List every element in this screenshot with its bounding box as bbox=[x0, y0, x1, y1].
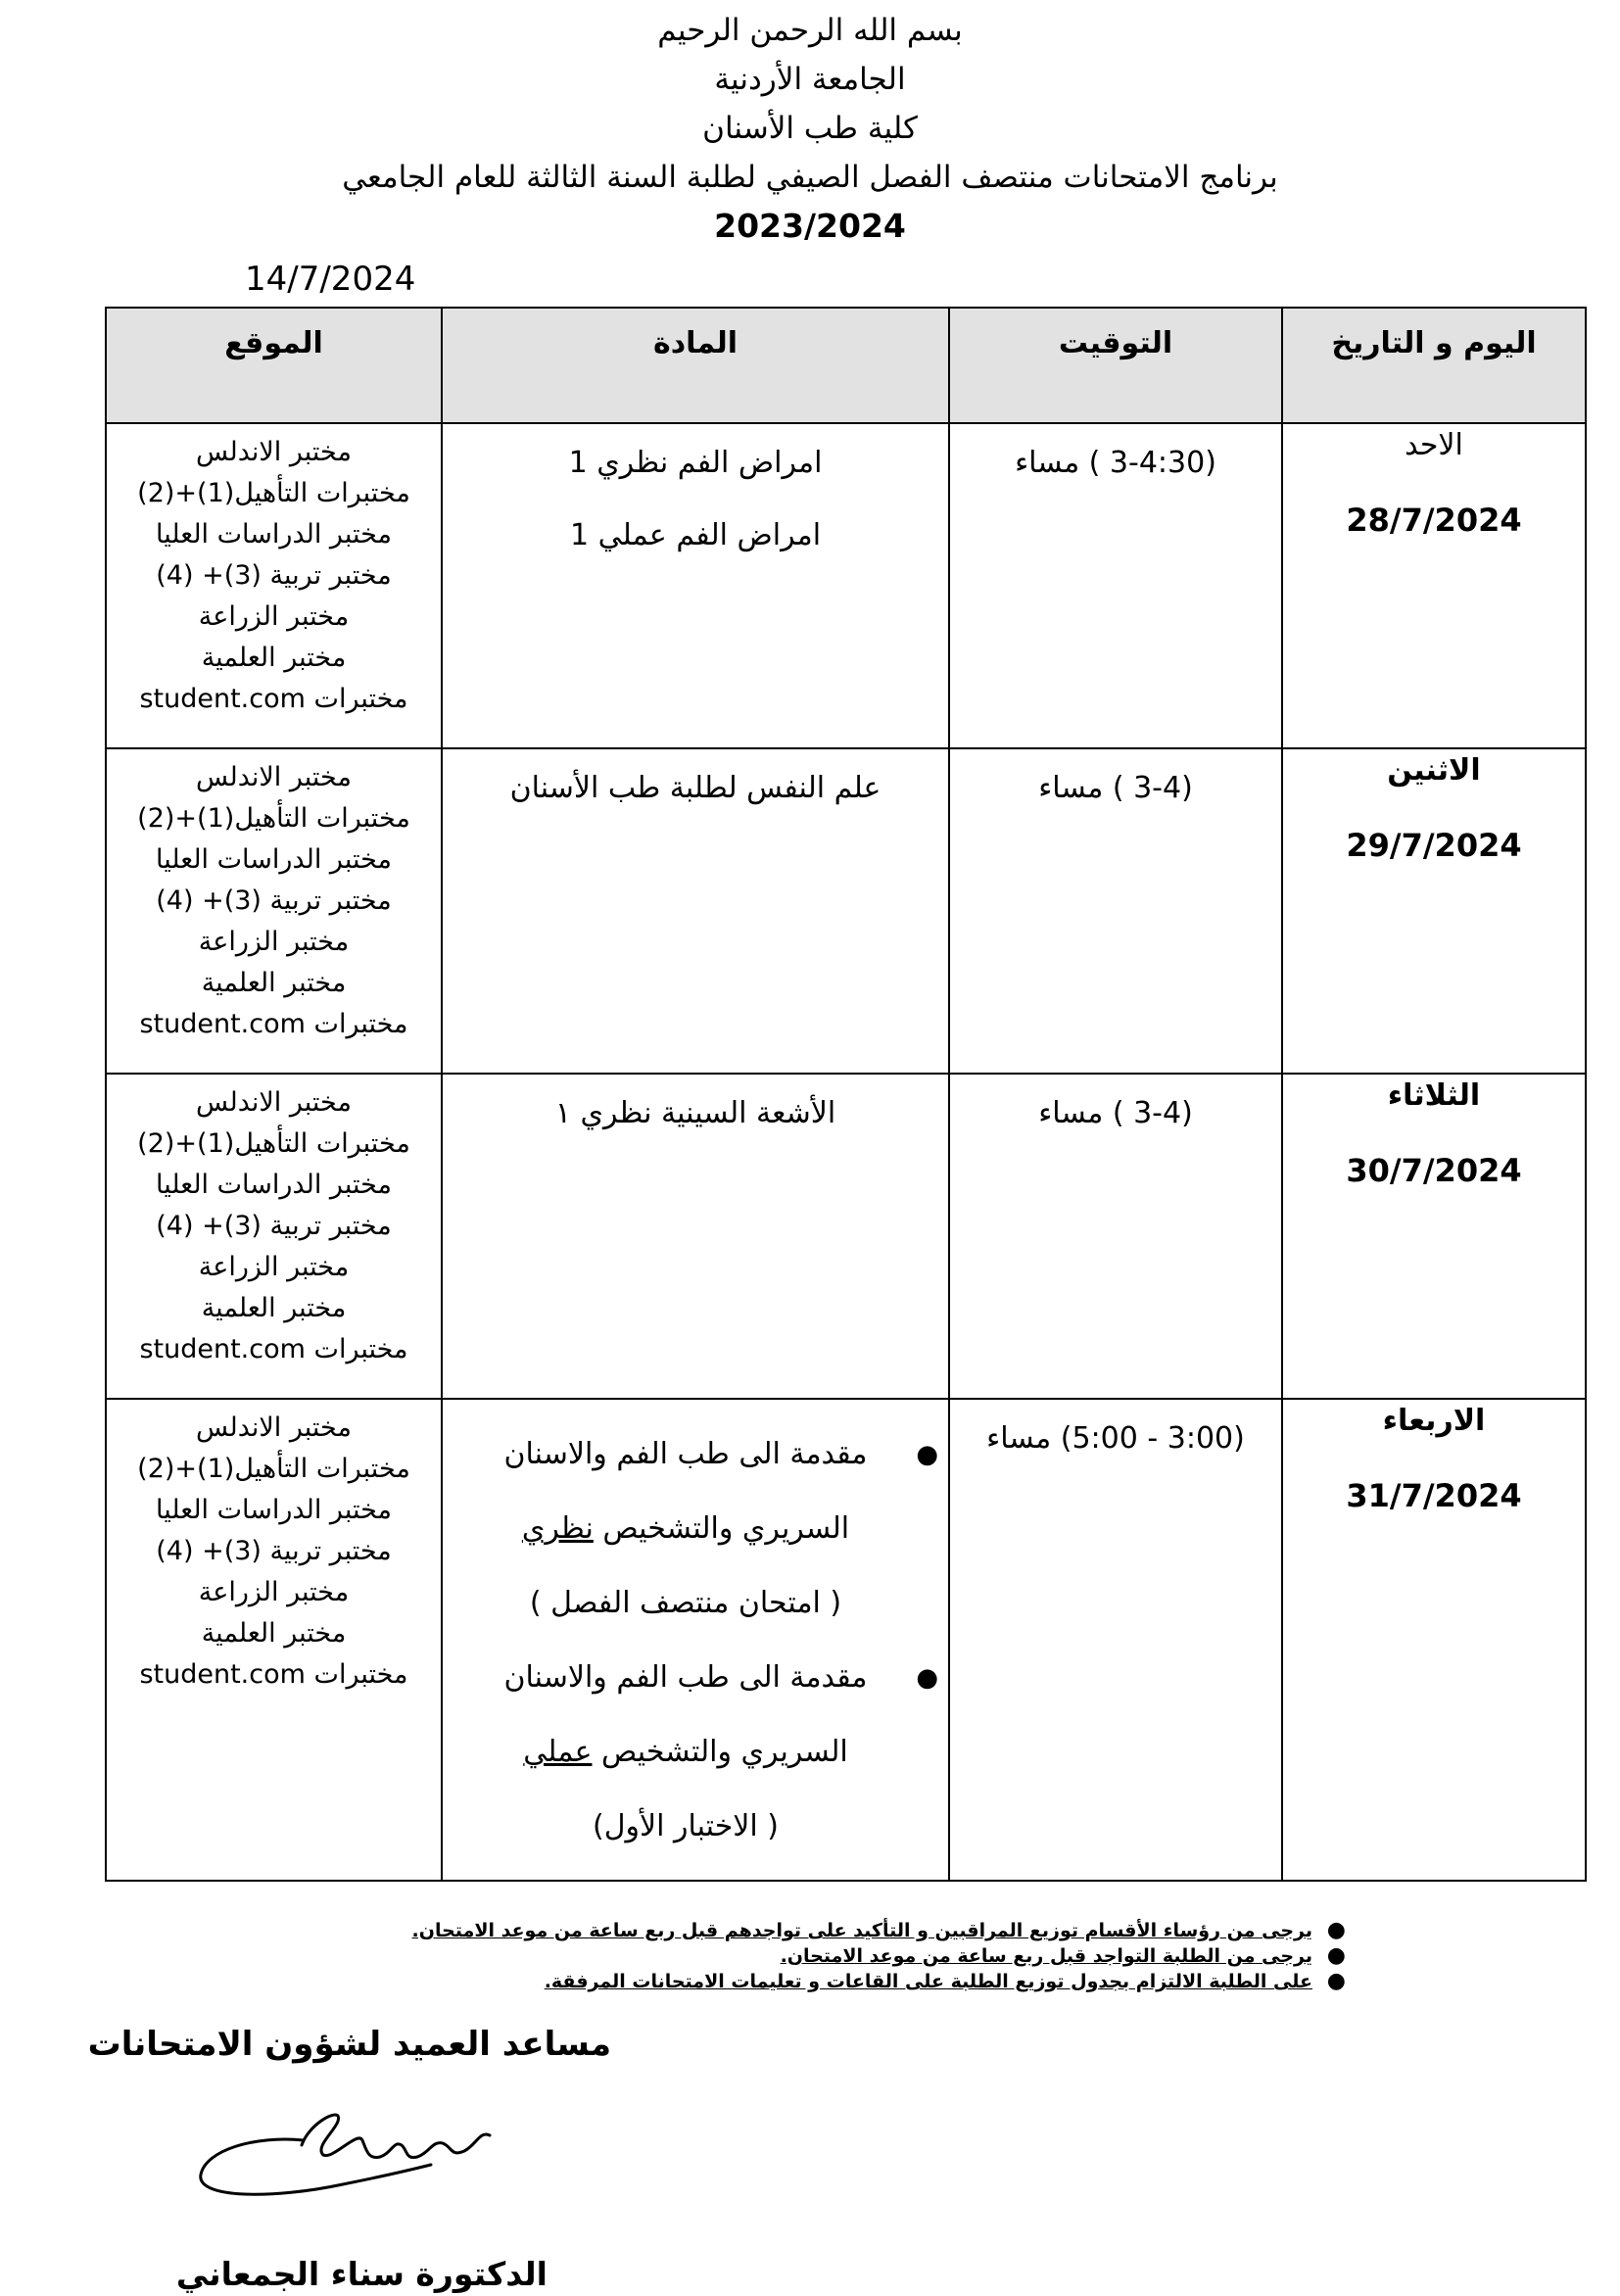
location-line: مختبر الدراسات العليا bbox=[155, 844, 393, 875]
note-text: يرجى من رؤساء الأقسام توزيع المراقبين و التأكيد على تواجدهم قبل ربع ساعة من موعد الامتحان. bbox=[411, 1920, 1312, 1941]
day-cell bbox=[1282, 1399, 1586, 1881]
note-item bbox=[259, 1918, 1346, 1943]
subject-line: ( امتحان منتصف الفصل ) bbox=[529, 1586, 842, 1620]
location-line: مختبر الاندلس bbox=[196, 1087, 352, 1118]
signatory-name: الدكتورة سناء الجمعاني bbox=[175, 2255, 548, 2293]
table-row bbox=[106, 1074, 1586, 1399]
program-title: برنامج الامتحانات منتصف الفصل الصيفي لطلبة السنة الثالثة للعام الجامعي bbox=[342, 160, 1278, 195]
day-name: الاحد bbox=[1405, 428, 1463, 462]
note-text: يرجى من الطلبة التواجد قبل ربع ساعة من موعد الامتحان. bbox=[780, 1945, 1312, 1967]
day-cell bbox=[1282, 1074, 1586, 1399]
location-cell bbox=[106, 1399, 442, 1881]
table-row bbox=[106, 748, 1586, 1074]
location-line: مختبر تربية (3)+ (4) bbox=[156, 1211, 392, 1241]
subject-line bbox=[462, 1492, 909, 1566]
bullet-icon: ● bbox=[1326, 1918, 1346, 1942]
day-cell bbox=[1282, 423, 1586, 748]
subject-text: السريري والتشخيص bbox=[592, 1735, 848, 1769]
location-line: مختبر الدراسات العليا bbox=[155, 519, 393, 550]
subject-line: امراض الفم نظري 1 bbox=[568, 446, 823, 480]
issue-date: 14/7/2024 bbox=[245, 260, 416, 299]
location-line: مختبرات التأهيل(1)+(2) bbox=[137, 1454, 410, 1484]
location-line: مختبرات التأهيل(1)+(2) bbox=[137, 803, 410, 834]
location-line: مختبر الدراسات العليا bbox=[155, 1170, 393, 1200]
subject-text: السريري والتشخيص bbox=[593, 1511, 850, 1546]
location-line: مختبر الزراعة bbox=[198, 1577, 350, 1607]
subject-line: مقدمة الى طب الفم والاسنان bbox=[503, 1660, 868, 1695]
location-line: مختبر تربية (3)+ (4) bbox=[156, 885, 392, 916]
location-line: مختبرات student.com bbox=[139, 1009, 408, 1039]
day-date: 28/7/2024 bbox=[1346, 502, 1522, 539]
note-item bbox=[259, 1969, 1346, 1994]
subject-line: الأشعة السينية نظري ١ bbox=[554, 1096, 836, 1130]
subject-cell bbox=[442, 1074, 949, 1399]
signatory-title: مساعد العميد لشؤون الامتحانات bbox=[87, 2025, 611, 2064]
subject-line bbox=[462, 1715, 909, 1790]
location-line: مختبر العلمية bbox=[201, 1293, 347, 1323]
header-subject: المادة bbox=[442, 308, 949, 423]
location-line: مختبر العلمية bbox=[201, 643, 347, 673]
table-row bbox=[106, 423, 1586, 748]
day-date: 31/7/2024 bbox=[1346, 1477, 1522, 1514]
location-line: مختبرات student.com bbox=[139, 1334, 408, 1364]
bullet-icon: ● bbox=[1326, 1969, 1346, 1993]
document-header bbox=[0, 6, 1620, 251]
table-header-row bbox=[106, 308, 1586, 423]
day-name: الاثنين bbox=[1387, 753, 1481, 788]
subject-cell bbox=[442, 423, 949, 748]
bullet-icon: ● bbox=[916, 1440, 938, 1469]
subject-cell bbox=[442, 1399, 949, 1881]
note-text: على الطلبة الالتزام بجدول توزيع الطلبة على القاعات و تعليمات الامتحانات المرفقة. bbox=[544, 1971, 1312, 1992]
bullet-icon: ● bbox=[1326, 1943, 1346, 1968]
day-name: الاربعاء bbox=[1382, 1404, 1486, 1438]
notes-list bbox=[259, 1918, 1346, 1994]
location-line: مختبر الزراعة bbox=[198, 927, 350, 957]
academic-year: 2023/2024 bbox=[714, 207, 906, 245]
location-cell bbox=[106, 748, 442, 1074]
header-location: الموقع bbox=[106, 308, 442, 423]
location-line: مختبر الاندلس bbox=[196, 762, 352, 792]
subject-type: عملي bbox=[523, 1735, 593, 1769]
day-cell bbox=[1282, 748, 1586, 1074]
header-day: اليوم و التاريخ bbox=[1282, 308, 1586, 423]
university-name: الجامعة الأردنية bbox=[714, 62, 906, 97]
subject-line: امراض الفم عملي 1 bbox=[569, 518, 822, 552]
location-line: مختبر العلمية bbox=[201, 1618, 347, 1649]
list-item bbox=[462, 1641, 938, 1864]
location-line: مختبرات التأهيل(1)+(2) bbox=[137, 478, 410, 508]
location-line: مختبر الزراعة bbox=[198, 601, 350, 632]
time-cell: (3-4:30 ) مساء bbox=[949, 423, 1282, 748]
location-line: مختبر الاندلس bbox=[196, 437, 352, 467]
day-date: 30/7/2024 bbox=[1346, 1152, 1522, 1189]
location-line: مختبرات student.com bbox=[139, 1659, 408, 1690]
subject-list bbox=[443, 1417, 948, 1864]
day-date: 29/7/2024 bbox=[1346, 827, 1522, 864]
time-cell: (3-4 ) مساء bbox=[949, 748, 1282, 1074]
location-line: مختبر العلمية bbox=[201, 968, 347, 998]
location-line: مختبر تربية (3)+ (4) bbox=[156, 1536, 392, 1566]
location-cell bbox=[106, 1074, 442, 1399]
subject-line: ( الاختبار الأول) bbox=[593, 1809, 779, 1843]
exam-schedule-table bbox=[105, 307, 1587, 1882]
location-line: مختبر الدراسات العليا bbox=[155, 1495, 393, 1525]
day-name: الثلاثاء bbox=[1387, 1078, 1481, 1113]
location-line: مختبرات student.com bbox=[139, 684, 408, 714]
table-row bbox=[106, 1399, 1586, 1881]
header-time: التوقيت bbox=[949, 308, 1282, 423]
list-item bbox=[462, 1417, 938, 1641]
location-cell bbox=[106, 423, 442, 748]
note-item bbox=[259, 1943, 1346, 1969]
time-cell: (3-4 ) مساء bbox=[949, 1074, 1282, 1399]
location-line: مختبر الزراعة bbox=[198, 1252, 350, 1282]
location-line: مختبر الاندلس bbox=[196, 1412, 352, 1443]
subject-line: مقدمة الى طب الفم والاسنان bbox=[503, 1437, 868, 1471]
basmala: بسم الله الرحمن الرحيم bbox=[657, 13, 963, 48]
faculty-name: كلية طب الأسنان bbox=[702, 111, 918, 146]
subject-type: نظري bbox=[521, 1511, 594, 1546]
location-line: مختبرات التأهيل(1)+(2) bbox=[137, 1128, 410, 1159]
location-line: مختبر تربية (3)+ (4) bbox=[156, 560, 392, 591]
handwritten-signature bbox=[186, 2086, 509, 2214]
subject-cell bbox=[442, 748, 949, 1074]
bullet-icon: ● bbox=[916, 1663, 938, 1693]
time-cell: (3:00 - 5:00) مساء bbox=[949, 1399, 1282, 1881]
subject-line: علم النفس لطلبة طب الأسنان bbox=[509, 771, 881, 805]
